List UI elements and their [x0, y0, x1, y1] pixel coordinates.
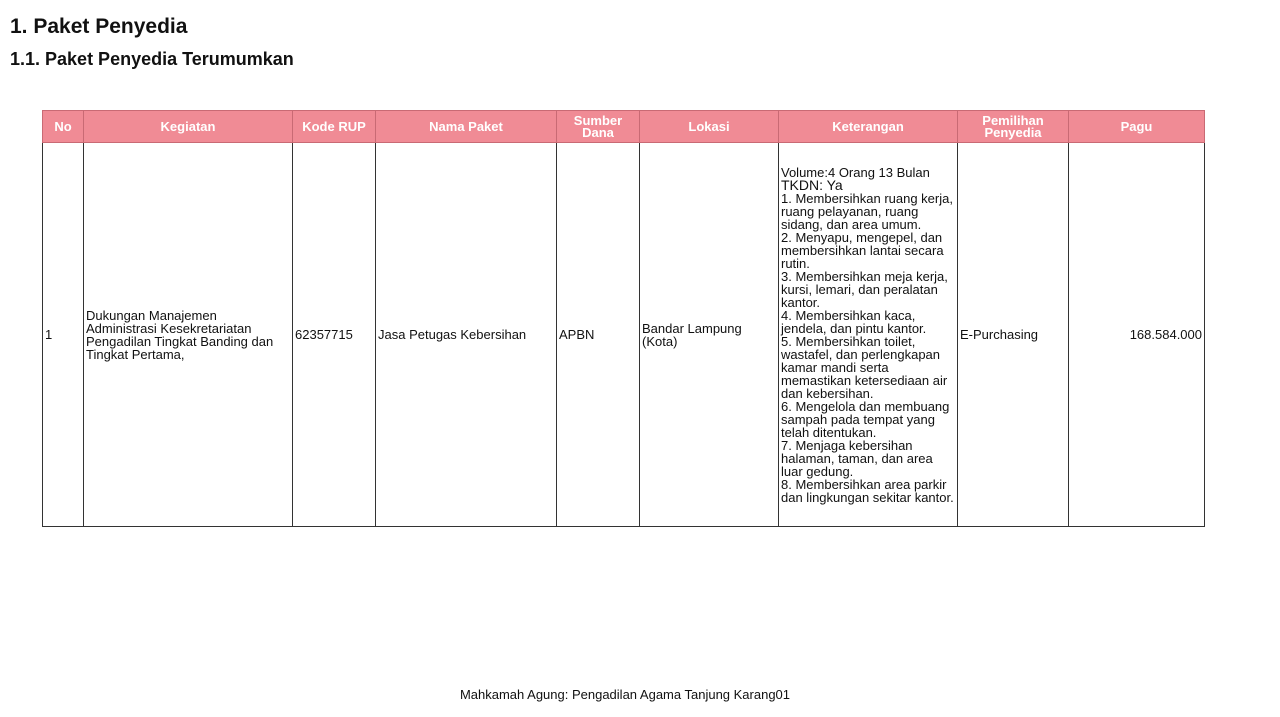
col-header-kegiatan: Kegiatan — [84, 111, 293, 143]
col-header-lokasi: Lokasi — [640, 111, 779, 143]
cell-no: 1 — [43, 143, 84, 527]
cell-pagu: 168.584.000 — [1069, 143, 1205, 527]
cell-nama-paket: Jasa Petugas Kebersihan — [376, 143, 557, 527]
col-header-kode-rup: Kode RUP — [293, 111, 376, 143]
table-row — [43, 143, 1205, 527]
keterangan-item: 2. Menyapu, mengepel, dan membersihkan lantai secara rutin. — [781, 229, 944, 271]
col-header-keterangan: Keterangan — [779, 111, 958, 143]
keterangan-tkdn: TKDN: Ya — [781, 176, 843, 193]
keterangan-item: 6. Mengelola dan membuang sampah pada tempat yang telah ditentukan. — [781, 398, 950, 440]
table-header-row — [43, 111, 1205, 143]
keterangan-item: 8. Membersihkan area parkir dan lingkungan sekitar kantor. — [781, 476, 954, 505]
cell-keterangan — [779, 143, 958, 527]
col-header-nama-paket: Nama Paket — [376, 111, 557, 143]
keterangan-item: 7. Menjaga kebersihan halaman, taman, dan area luar gedung. — [781, 437, 933, 479]
paket-penyedia-table — [42, 110, 1205, 527]
cell-pemilihan-penyedia: E-Purchasing — [958, 143, 1069, 527]
page-heading: 1. Paket Penyedia — [10, 15, 188, 38]
section-heading: 1.1. Paket Penyedia Terumumkan — [10, 49, 294, 69]
col-header-sumber-dana: Sumber Dana — [557, 111, 640, 143]
cell-sumber-dana: APBN — [557, 143, 640, 527]
cell-kode-rup: 62357715 — [293, 143, 376, 527]
keterangan-volume: Volume:4 Orang 13 Bulan — [781, 164, 930, 180]
col-header-pagu: Pagu — [1069, 111, 1205, 143]
keterangan-item: 5. Membersihkan toilet, wastafel, dan perlengkapan kamar mandi serta memastikan ketersediaan air dan kebersihan. — [781, 333, 948, 401]
keterangan-item: 4. Membersihkan kaca, jendela, dan pintu kantor. — [781, 307, 927, 336]
col-header-no: No — [43, 111, 84, 143]
keterangan-item: 1. Membersihkan ruang kerja, ruang pelayanan, ruang sidang, dan area umum. — [781, 190, 953, 232]
page-footer: Mahkamah Agung: Pengadilan Agama Tanjung Karang01 — [459, 687, 791, 702]
cell-lokasi: Bandar Lampung (Kota) — [640, 143, 779, 527]
cell-kegiatan: Dukungan Manajemen Administrasi Kesekretariatan Pengadilan Tingkat Banding dan Tingkat Pertama, — [84, 143, 293, 527]
keterangan-item: 3. Membersihkan meja kerja, kursi, lemari, dan peralatan kantor. — [781, 268, 948, 310]
col-header-pemilihan-penyedia: Pemilihan Penyedia — [958, 111, 1069, 143]
